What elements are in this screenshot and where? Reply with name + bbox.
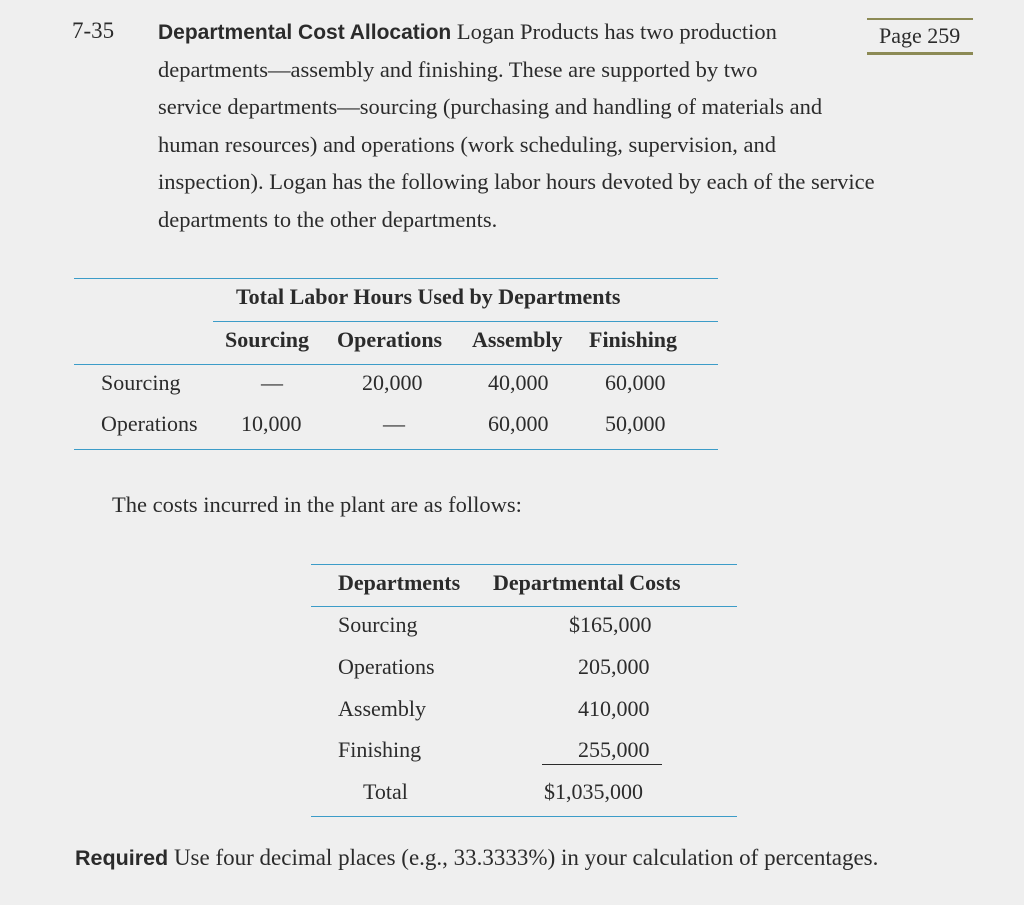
problem-text-line-4: human resources) and operations (work scheduling, supervision, and (158, 132, 776, 157)
labor-cell: 40,000 (488, 370, 549, 395)
labor-cell: 60,000 (488, 411, 549, 436)
page-marker (867, 18, 973, 55)
labor-cell: — (261, 370, 283, 395)
labor-cell: — (383, 411, 405, 436)
labor-cell: 60,000 (605, 370, 666, 395)
labor-row-label: Sourcing (101, 370, 181, 395)
cost-table-top-rule (311, 564, 737, 565)
cost-total-label: Total (363, 779, 408, 804)
problem-text-line-5: inspection). Logan has the following labor hours devoted by each of the service (158, 169, 875, 194)
cost-row-label: Finishing (338, 737, 422, 762)
cost-row-label: Sourcing (338, 612, 418, 637)
problem-text-line-2: departments—assembly and finishing. These are supported by two (158, 57, 758, 82)
cost-row-value: 410,000 (578, 696, 650, 721)
subtotal-underline (542, 764, 662, 765)
cost-row-label: Operations (338, 654, 435, 679)
labor-table-title: Total Labor Hours Used by Departments (236, 284, 621, 309)
cost-table-bottom-rule (311, 816, 737, 817)
costs-intro-text: The costs incurred in the plant are as follows: (112, 492, 522, 517)
problem-line-1 (158, 13, 777, 52)
problem-title: Departmental Cost Allocation (158, 21, 452, 44)
labor-cell: 50,000 (605, 411, 666, 436)
labor-cell: 10,000 (241, 411, 302, 436)
problem-text-line-6: departments to the other departments. (158, 207, 498, 232)
labor-col-sourcing: Sourcing (225, 327, 309, 352)
labor-table-header-rule (74, 364, 718, 365)
problem-text-line-1: Logan Products has two production (456, 19, 777, 44)
labor-table-bottom-rule (74, 449, 718, 450)
labor-col-operations: Operations (337, 327, 443, 352)
cost-table-header-rule (311, 606, 737, 607)
page-marker-label: Page 259 (879, 23, 961, 48)
labor-row-label: Operations (101, 411, 198, 436)
labor-cell: 20,000 (362, 370, 423, 395)
labor-table-top-rule (74, 278, 718, 279)
cost-header-departments: Departments (338, 570, 461, 595)
labor-col-finishing: Finishing (589, 327, 678, 352)
cost-row-value: 255,000 (578, 737, 650, 762)
required-label: Required (75, 846, 169, 870)
cost-row-value: $165,000 (569, 612, 652, 637)
problem-text-line-3: service departments—sourcing (purchasing and handling of materials and (158, 94, 823, 119)
problem-number: 7-35 (72, 18, 115, 43)
labor-table-title-rule (213, 321, 718, 322)
required-instruction (75, 845, 878, 871)
cost-header-costs: Departmental Costs (493, 570, 681, 595)
cost-row-label: Assembly (338, 696, 426, 721)
cost-total-value: $1,035,000 (544, 779, 643, 804)
labor-col-assembly: Assembly (472, 327, 563, 352)
required-text: Use four decimal places (e.g., 33.3333%) in your calculation of percentages. (173, 845, 879, 870)
cost-row-value: 205,000 (578, 654, 650, 679)
